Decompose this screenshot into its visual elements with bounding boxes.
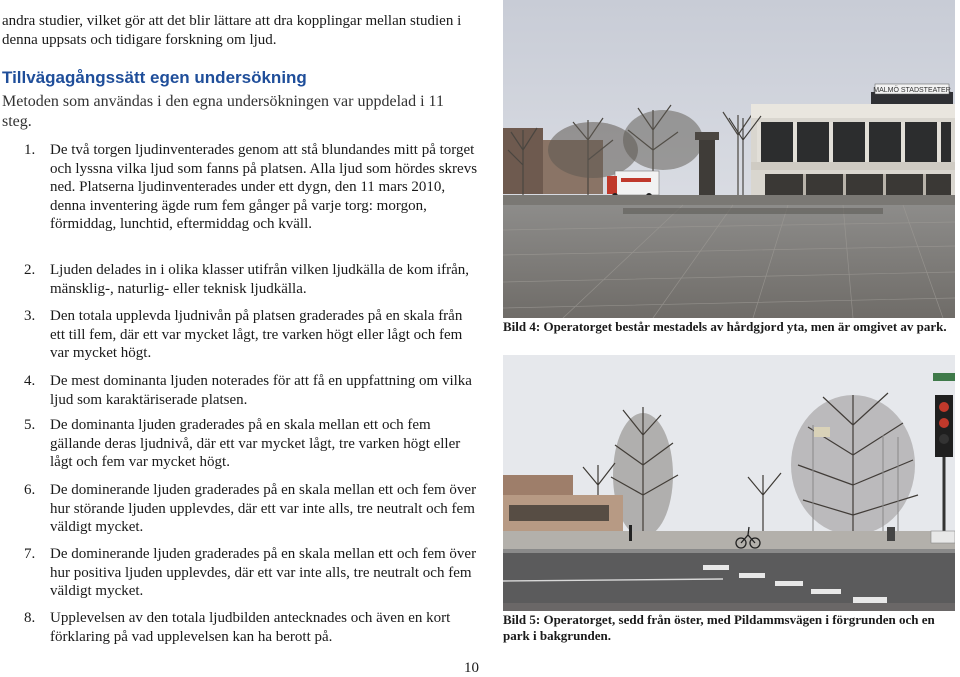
- step-number: 3.: [24, 308, 36, 324]
- step-number: 1.: [24, 142, 36, 158]
- step-text: De dominerande ljuden graderades på en skala mellan ett och fem över hur störande ljuden upplevdes, där ett var inte alls, tre neutralt och fem väldigt mycket.: [50, 482, 477, 535]
- step-text: De dominerande ljuden graderades på en skala mellan ett och fem över hur positiva ljuden upplevdes, där ett var inte alls, tre neutralt och fem väldigt mycket.: [50, 546, 477, 599]
- section-heading: Tillvägagångssätt egen undersökning: [2, 68, 307, 87]
- page-number: 10: [464, 660, 479, 676]
- step-text: De mest dominanta ljuden noterades för att få en uppfattning om vilka ljud som karaktäriserade platsen.: [50, 373, 472, 408]
- step-text: Upplevelsen av den totala ljudbilden antecknades och även en kort förklaring på vad upplevelsen kan ha berott på.: [50, 610, 451, 645]
- step-text: De dominanta ljuden graderades på en skala mellan ett och fem gällande deras ljudnivå, där ett var mycket lågt, tre varken högt eller lågt och fem var mycket högt.: [50, 417, 461, 470]
- step-number: 4.: [24, 373, 36, 389]
- roof-sign-text: MALMÖ STADSTEATER: [873, 87, 951, 94]
- step-text: De två torgen ljudinventerades genom att stå blundandes mitt på torget och lyssna vilka ljud som fanns på platsen. Alla ljud som hördes skrevs ned. Platserna ljudinventerades under ett dygn, den 11 mars 2010, denna inventering ägde rum fem gånger på varje torg: morgon, förmiddag, lunchtid, eftermiddag och kväll.: [50, 142, 478, 232]
- step-number: 5.: [24, 417, 36, 433]
- figure-caption: Bild 5: Operatorget, sedd från öster, med Pildammsvägen i förgrunden och en park i bakgrunden.: [503, 612, 935, 643]
- step-number: 7.: [24, 546, 36, 562]
- method-paragraph: Metoden som användas i den egna undersökningen var uppdelad i 11 steg.: [2, 93, 444, 130]
- intro-paragraph: andra studier, vilket gör att det blir lättare att dra kopplingar mellan studien i denna uppsats och tidigare forskning om ljud.: [2, 13, 462, 48]
- photo-pildammsvagen-street: [503, 355, 955, 611]
- step-number: 2.: [24, 262, 36, 278]
- figure-caption: Bild 4: Operatorget består mestadels av hårdgjord yta, men är omgivet av park.: [503, 319, 947, 334]
- step-text: Den totala upplevda ljudnivån på platsen graderades på en skala från ett till fem, där ett var mycket lågt, tre varken högt eller lågt och fem var mycket högt.: [50, 308, 463, 361]
- step-number: 8.: [24, 610, 36, 626]
- step-number: 6.: [24, 482, 36, 498]
- step-text: Ljuden delades in i olika klasser utifrån vilken ljudkälla de kom ifrån, mänsklig-, naturlig- eller teknisk ljudkälla.: [50, 262, 470, 297]
- photo-operatorget-square: [503, 0, 955, 318]
